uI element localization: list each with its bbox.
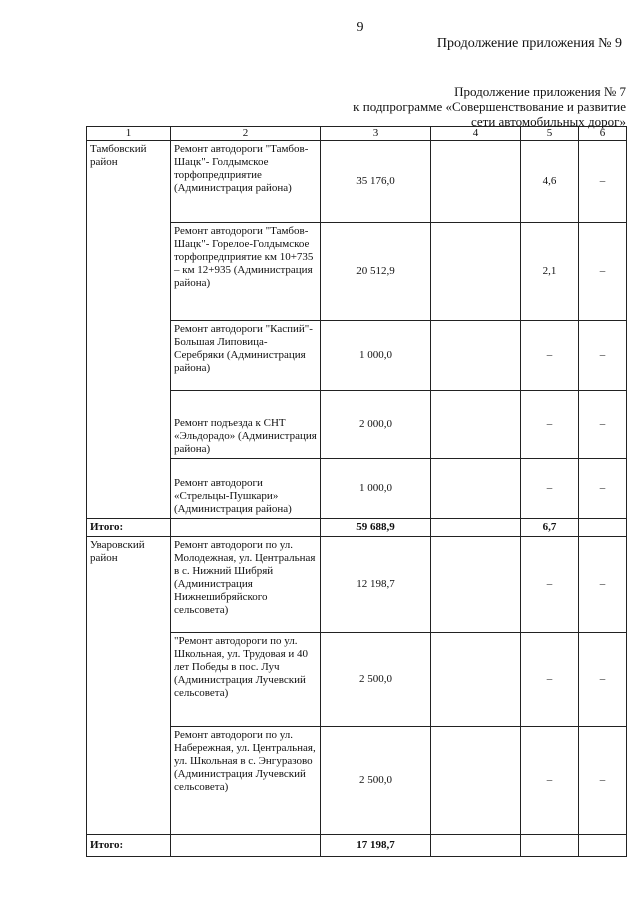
column-number: 4: [431, 127, 521, 141]
col6-cell: –: [579, 391, 627, 459]
amount-cell: 1 000,0: [321, 459, 431, 519]
annex-heading-line1: Продолжение приложения № 7: [454, 84, 626, 99]
work-description: Ремонт автодороги по ул. Набережная, ул. Центральная, ул. Школьная в с. Энгуразово (Администрация Лучевский сельсовета): [171, 727, 321, 835]
work-description: "Ремонт автодороги по ул. Школьная, ул. Трудовая и 40 лет Победы в пос. Луч (Администрация Лучевский сельсовета): [171, 633, 321, 727]
work-description: Ремонт автодороги "Каспий"-Большая Липовица-Серебряки (Администрация района): [171, 321, 321, 391]
column-number: 3: [321, 127, 431, 141]
col4-cell: [431, 223, 521, 321]
total-label: Итого:: [87, 519, 171, 537]
annex-heading-line2: к подпрограмме «Совершенствование и развитие: [353, 99, 626, 114]
total-label: Итого:: [87, 835, 171, 857]
amount-cell: 2 500,0: [321, 633, 431, 727]
col4-cell: [431, 633, 521, 727]
work-description: Ремонт подъезда к СНТ «Эльдорадо» (Администрация района): [171, 391, 321, 459]
table-row: [87, 537, 627, 633]
total-col6: [579, 519, 627, 537]
col4-cell: [431, 141, 521, 223]
amount-cell: 12 198,7: [321, 537, 431, 633]
col4-cell: [431, 537, 521, 633]
total-row: [87, 519, 627, 537]
total-length: 6,7: [521, 519, 579, 537]
table-row: [87, 141, 627, 223]
col6-cell: –: [579, 141, 627, 223]
col4-cell: [431, 727, 521, 835]
length-cell: –: [521, 459, 579, 519]
col6-cell: –: [579, 223, 627, 321]
length-cell: –: [521, 391, 579, 459]
amount-cell: 20 512,9: [321, 223, 431, 321]
total-col6: [579, 835, 627, 857]
district-name: Уваровский район: [87, 537, 171, 835]
col6-cell: –: [579, 459, 627, 519]
district-name: Тамбовский район: [87, 141, 171, 519]
column-number: 1: [87, 127, 171, 141]
col6-cell: –: [579, 727, 627, 835]
total-col4: [431, 519, 521, 537]
continuation-label: Продолжение приложения № 9: [436, 36, 622, 51]
amount-cell: 2 500,0: [321, 727, 431, 835]
col4-cell: [431, 321, 521, 391]
work-description: Ремонт автодороги "Тамбов-Шацк"- Горелое-Голдымское торфопредприятие км 10+735 – км 12+935 (Администрация района): [171, 223, 321, 321]
length-cell: –: [521, 727, 579, 835]
total-empty: [171, 519, 321, 537]
column-number-row: [87, 127, 627, 141]
col6-cell: –: [579, 633, 627, 727]
amount-cell: 1 000,0: [321, 321, 431, 391]
total-amount: 59 688,9: [321, 519, 431, 537]
length-cell: –: [521, 633, 579, 727]
total-amount: 17 198,7: [321, 835, 431, 857]
amount-cell: 2 000,0: [321, 391, 431, 459]
annex-heading: [196, 84, 626, 129]
amount-cell: 35 176,0: [321, 141, 431, 223]
length-cell: 2,1: [521, 223, 579, 321]
work-description: Ремонт автодороги "Тамбов-Шацк"- Голдымское торфопредприятие (Администрация района): [171, 141, 321, 223]
length-cell: –: [521, 537, 579, 633]
column-number: 2: [171, 127, 321, 141]
length-cell: 4,6: [521, 141, 579, 223]
col6-cell: –: [579, 537, 627, 633]
total-row: [87, 835, 627, 857]
col4-cell: [431, 391, 521, 459]
total-empty: [171, 835, 321, 857]
work-description: Ремонт автодороги по ул. Молодежная, ул. Центральная в с. Нижний Шибряй (Администрация Нижнешибряйского сельсовета): [171, 537, 321, 633]
column-number: 6: [579, 127, 627, 141]
work-description: Ремонт автодороги «Стрельцы-Пушкари» (Администрация района): [171, 459, 321, 519]
budget-table: [86, 126, 627, 857]
total-col4: [431, 835, 521, 857]
column-number: 5: [521, 127, 579, 141]
length-cell: –: [521, 321, 579, 391]
total-length: [521, 835, 579, 857]
col6-cell: –: [579, 321, 627, 391]
page-number: 9: [356, 20, 364, 35]
annex-heading-line3: сети автомобильных дорог»: [470, 114, 626, 129]
col4-cell: [431, 459, 521, 519]
